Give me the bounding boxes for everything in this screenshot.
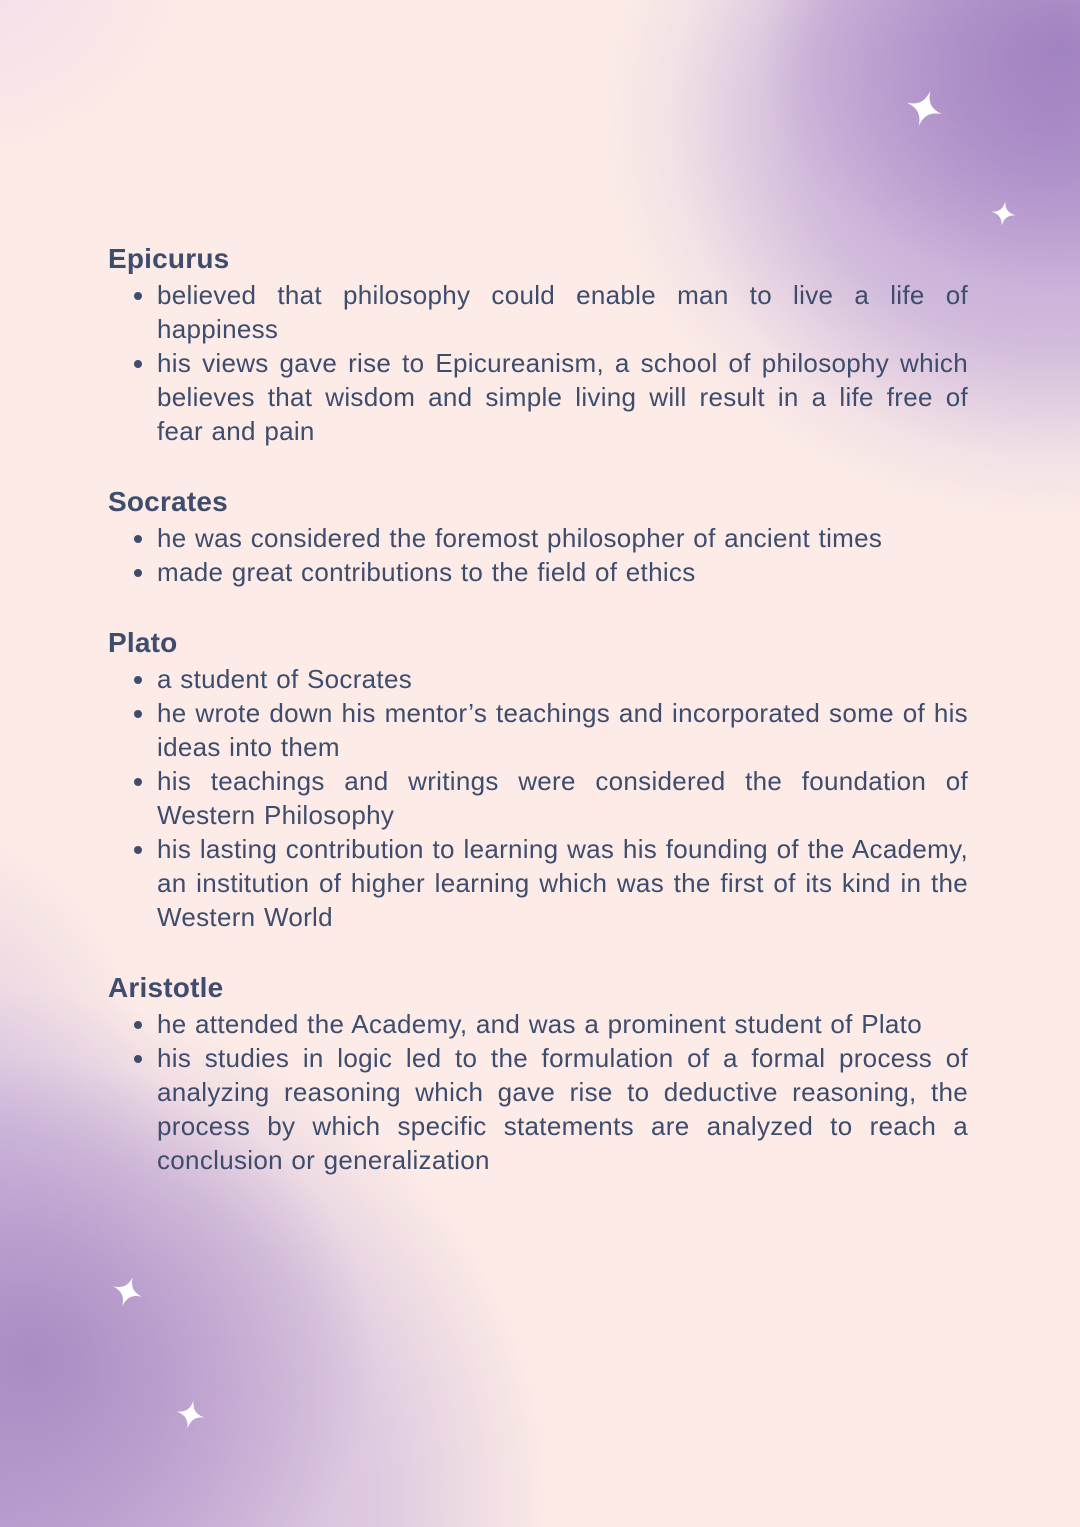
- bullet-item: • a student of Socrates: [157, 662, 968, 696]
- bullet-list: [108, 662, 968, 934]
- section-heading: Plato: [108, 627, 178, 658]
- sparkle-icon: [989, 199, 1017, 227]
- section-epicurus: [108, 242, 968, 448]
- bullet-item: • his lasting contribution to learning was his founding of the Academy, an institution of higher learning which was the first of its kind in the Western World: [157, 832, 968, 934]
- bullet-list: [108, 278, 968, 448]
- bullet-list: [108, 1007, 968, 1177]
- section-heading: Epicurus: [108, 243, 230, 274]
- sparkle-icon: [108, 1272, 148, 1312]
- bullet-list: [108, 521, 968, 589]
- section-socrates: [108, 485, 968, 589]
- section-aristotle: [108, 971, 968, 1177]
- bullet-item: • he wrote down his mentor’s teachings and incorporated some of his ideas into them: [157, 696, 968, 764]
- notes-content: [108, 242, 968, 1177]
- section-heading: Aristotle: [108, 972, 224, 1003]
- section-plato: [108, 626, 968, 934]
- sparkle-icon: [173, 1397, 207, 1431]
- bullet-item: • believed that philosophy could enable man to live a life of happiness: [157, 278, 968, 346]
- bullet-item: • he was considered the foremost philosopher of ancient times: [157, 521, 968, 555]
- bullet-item: • his teachings and writings were considered the foundation of Western Philosophy: [157, 764, 968, 832]
- bullet-item: • his studies in logic led to the formulation of a formal process of analyzing reasoning which gave rise to deductive reasoning, the process by which specific statements are analyzed to reach a conclusion or generalization: [157, 1041, 968, 1177]
- section-heading: Socrates: [108, 486, 228, 517]
- bullet-item: • he attended the Academy, and was a prominent student of Plato: [157, 1007, 968, 1041]
- sparkle-icon: [901, 85, 948, 132]
- bullet-item: • made great contributions to the field of ethics: [157, 555, 968, 589]
- bullet-item: • his views gave rise to Epicureanism, a school of philosophy which believes that wisdom and simple living will result in a life free of fear and pain: [157, 346, 968, 448]
